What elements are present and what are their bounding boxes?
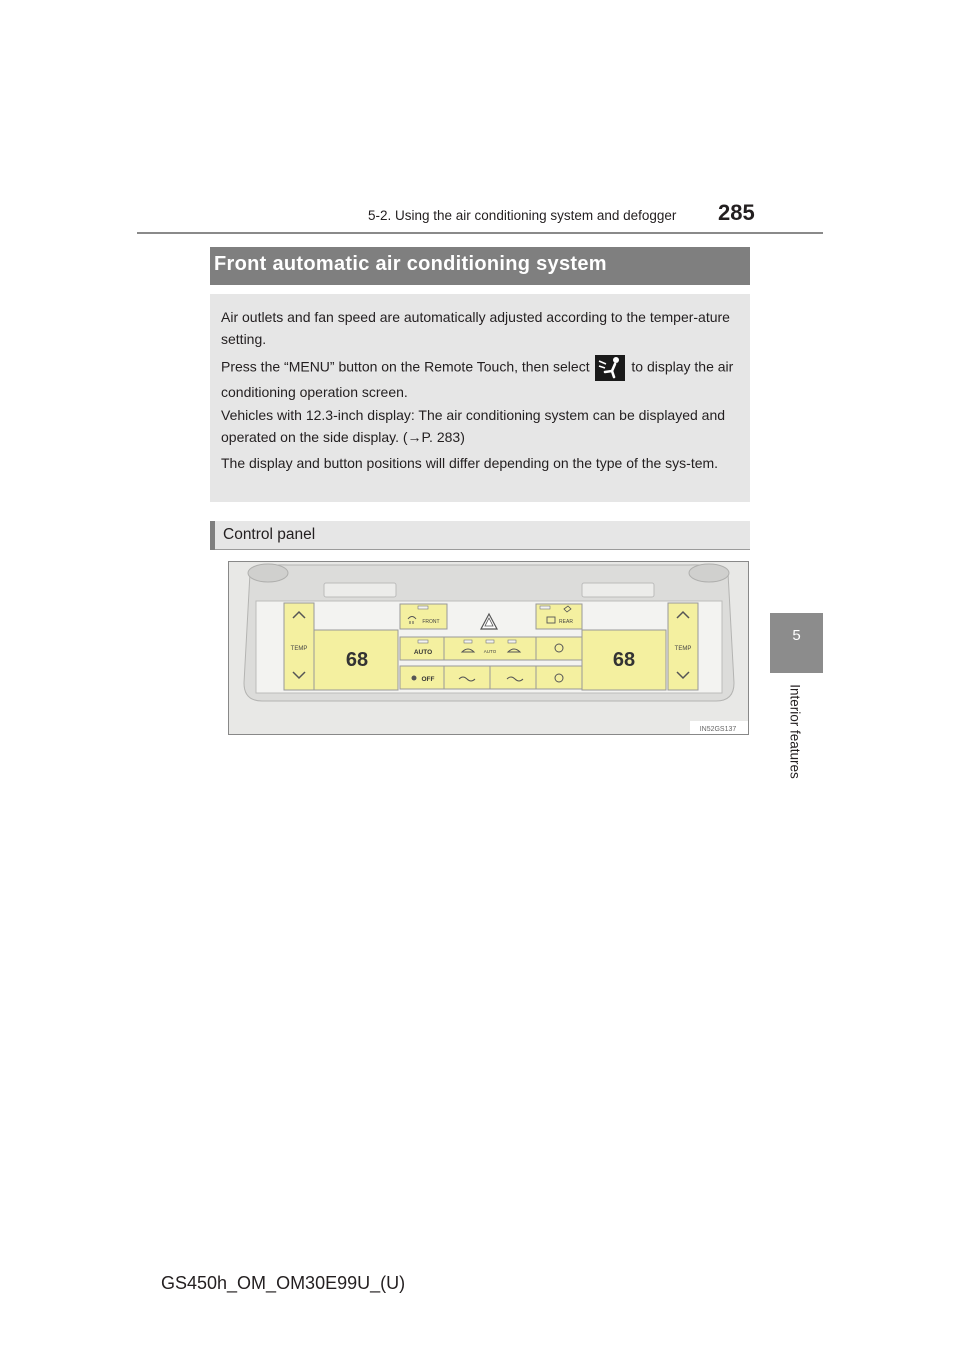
intro-paragraph-4: The display and button positions will differ depending on the type of the sys-tem. <box>221 455 719 471</box>
intro-box <box>210 294 750 502</box>
auto-button-label: AUTO <box>413 649 433 656</box>
control-panel-illustration <box>228 561 749 735</box>
chapter-number: 5 <box>792 627 801 644</box>
section-title: Front automatic air conditioning system <box>214 253 607 275</box>
subheading-bar <box>210 521 750 550</box>
right-temp-label: TEMP <box>674 646 692 652</box>
off-button-label: OFF <box>421 676 435 683</box>
left-knob <box>248 564 288 582</box>
left-vent-slot <box>324 583 396 597</box>
air-conditioning-icon <box>595 355 625 381</box>
rear-label: REAR <box>559 619 573 625</box>
auto-small-label: AUTO <box>483 649 497 654</box>
footer-document-code: GS450h_OM_OM30E99U_(U) <box>161 1273 406 1293</box>
intro-paragraph-2 <box>221 355 741 403</box>
rear-indicator <box>540 606 550 609</box>
chapter-tab <box>770 613 823 673</box>
image-code: IN52GS137 <box>699 726 737 733</box>
right-temp-value: 68 <box>612 649 636 671</box>
right-knob <box>689 564 729 582</box>
left-temp-value: 68 <box>345 649 369 671</box>
intro-paragraph-3: Vehicles with 12.3-inch display: The air conditioning system can be displayed and operated on the side display. (→P. 283) <box>221 407 726 445</box>
page-number: 285 <box>718 200 755 225</box>
header-section-title: 5-2. Using the air conditioning system and defogger <box>368 208 677 223</box>
chapter-side-label <box>782 678 802 788</box>
intro-p2-before: Press the “MENU” button on the Remote Touch, then select <box>221 358 590 375</box>
subheading-stripe <box>210 521 215 550</box>
header-rule <box>137 232 823 234</box>
front-label: FRONT <box>422 619 440 625</box>
chapter-title: Interior features <box>787 684 803 779</box>
right-vent-slot <box>582 583 654 597</box>
intro-p2-after: to display the air conditioning operation screen. <box>221 358 734 400</box>
subheading-title: Control panel <box>223 526 316 543</box>
left-temp-label: TEMP <box>290 646 308 652</box>
intro-paragraph-1: Air outlets and fan speed are automatically adjusted according to the temper-ature setting. <box>221 309 730 347</box>
fan-off-icon <box>412 676 417 681</box>
section-title-bar <box>210 247 750 285</box>
front-indicator <box>418 606 428 609</box>
